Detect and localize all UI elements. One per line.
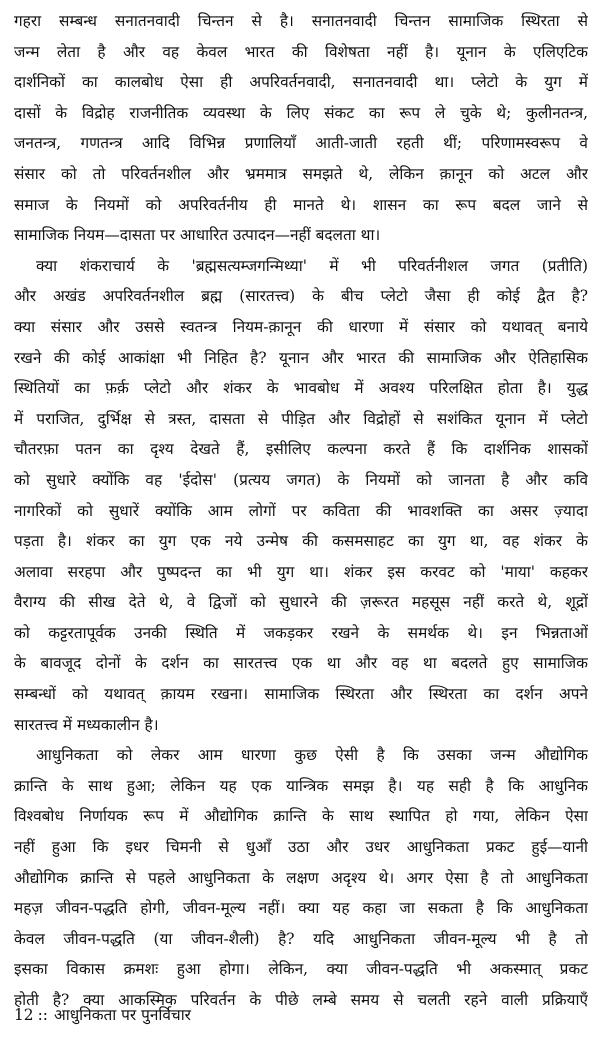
body-text: [14, 6, 588, 1016]
page-footer: [14, 1003, 191, 1027]
page-number: 12: [14, 1006, 34, 1024]
text-line: आधुनिकता को लेकर आम धारणा कुछ ऐसी है कि उसका जन्म औद्योगिक: [36, 746, 588, 765]
text-line: सामाजिक नियम—दासता पर आधारित उत्पादन—नहीं बदलता था।: [14, 226, 381, 245]
text-line: नहीं हुआ कि इधर चिमनी से धुआँ उठा और उधर आधुनिकता प्रकट हुई—यानी: [14, 838, 588, 857]
text-line: होती है? क्या आकस्मिक परिवर्तन के पीछे लम्बे समय से चलती रहने वाली प्रक्रियाएँ: [14, 991, 588, 1009]
text-line: चौतरफ़ा पतन का दृश्य देखते हैं, इसीलिए कल्पना करते हैं कि दार्शनिक शासकों: [14, 440, 588, 459]
text-line: को कट्टरतापूर्वक उनकी स्थिति में जकड़कर रखने के समर्थक थे। इन भिन्नताओं: [14, 623, 588, 642]
text-line: विश्वबोध निर्णायक रूप में औद्योगिक क्रान्ति के साथ स्थापित हो गया, लेकिन ऐसा: [14, 807, 588, 826]
text-line: इसका विकास क्रमशः हुआ होगा। लेकिन, क्या जीवन-पद्धति भी अकस्मात् प्रकट: [14, 960, 588, 979]
text-line: समाज के नियमों को अपरिवर्तनीय ही मानते थे। शासन का रूप बदल जाने से: [14, 195, 588, 214]
paragraph: [14, 6, 588, 251]
paragraph: [14, 251, 588, 741]
text-line: क्या संसार और उससे स्वतन्त्र नियम-क़ानून की धारणा में संसार को यथावत् बनाये: [14, 317, 588, 336]
text-line: अलावा सरहपा और पुष्पदन्त का भी युग था। शंकर इस करवट को 'माया' कहकर: [14, 562, 588, 581]
text-line: गहरा सम्बन्ध सनातनवादी चिन्तन से है। सनातनवादी चिन्तन सामाजिक स्थिरता से: [14, 12, 588, 30]
text-line: जन्म लेता है और वह केवल भारत की विशेषता नहीं है। यूनान के एलिएटिक: [14, 42, 588, 61]
footer-separator: ::: [37, 1006, 48, 1024]
text-line: संसार को तो परिवर्तनशील और भ्रममात्र समझते थे, लेकिन क़ानून को अटल और: [14, 164, 588, 183]
running-title: आधुनिकता पर पुनर्विचार: [53, 1006, 191, 1024]
text-line: दासों के विद्रोह राजनीतिक व्यवस्था के लिए संकट का रूप ले चुके थे; कुलीनतन्त्र,: [14, 103, 588, 122]
text-line: औद्योगिक क्रान्ति से पहले आधुनिकता के लक्षण अदृश्य थे। अगर ऐसा है तो आधुनिकता: [14, 868, 588, 887]
text-line: के बावजूद दोनों के दर्शन का सारतत्त्व एक था और वह था बदलते हुए सामाजिक: [14, 654, 588, 673]
text-line: महज़ जीवन-पद्धति होगी, जीवन-मूल्य नहीं। क्या यह कहा जा सकता है कि आधुनिकता: [14, 899, 588, 918]
text-line: केवल जीवन-पद्धति (या जीवन-शैली) है? यदि आधुनिकता जीवन-मूल्य भी है तो: [14, 929, 588, 948]
text-line: जनतन्त्र, गणतन्त्र आदि विभिन्न प्रणालियाँ आती-जाती रहती थीं; परिणामस्वरूप वे: [14, 134, 588, 153]
text-line: में पराजित, दुर्भिक्ष से त्रस्त, दासता से पीड़ित और विद्रोहों से सशंकित यूनान में प्लेटो: [14, 409, 588, 428]
text-line: दार्शनिकों का कालबोध ऐसा ही अपरिवर्तनवादी, सनातनवादी था। प्लेटो के युग में: [14, 73, 588, 92]
text-line: सम्बन्धों को यथावत् क़ायम रखना। सामाजिक स्थिरता और स्थिरता का दर्शन अपने: [14, 685, 588, 704]
text-line: वैराग्य की सीख देते थे, वे द्विजों को सुधारने की ज़रूरत महसूस नहीं करते थे, शूद्रों: [14, 593, 588, 612]
text-line: पड़ता है। शंकर का युग एक नये उन्मेष की कसमसाहट का युग था, वह शंकर के: [14, 532, 588, 551]
text-line: क्या शंकराचार्य के 'ब्रह्मसत्यम्जगन्मिथ्या' में भी परिवर्तनीशल जगत (प्रतीति): [36, 256, 588, 275]
text-line: को सुधारे क्योंकि वह 'ईदोस' (प्रत्यय जगत) के नियमों को जानता है और कवि: [14, 470, 588, 489]
text-line: और अखंड अपरिवर्तनशील ब्रह्म (सारतत्त्व) के बीच प्लेटो जैसा ही कोई द्वैत है?: [14, 287, 588, 306]
text-line: स्थितियों का फ़र्क़ प्लेटो और शंकर के भावबोध में अवश्य परिलक्षित होता है। युद्ध: [14, 379, 588, 398]
text-line: नागरिकों को सुधारें क्योंकि आम लोगों पर कविता की भावशक्ति का असर ज़्यादा: [14, 501, 588, 520]
text-line: सारतत्त्व में मध्यकालीन है।: [14, 715, 159, 734]
paragraph: [14, 740, 588, 1015]
text-line: रखने की कोई आकांक्षा भी निहित है? यूनान और भारत की सामाजिक और ऐतिहासिक: [14, 348, 588, 367]
text-line: क्रान्ति के साथ हुआ; लेकिन यह एक यान्त्रिक समझ है। यह सही है कि आधुनिक: [14, 776, 588, 795]
